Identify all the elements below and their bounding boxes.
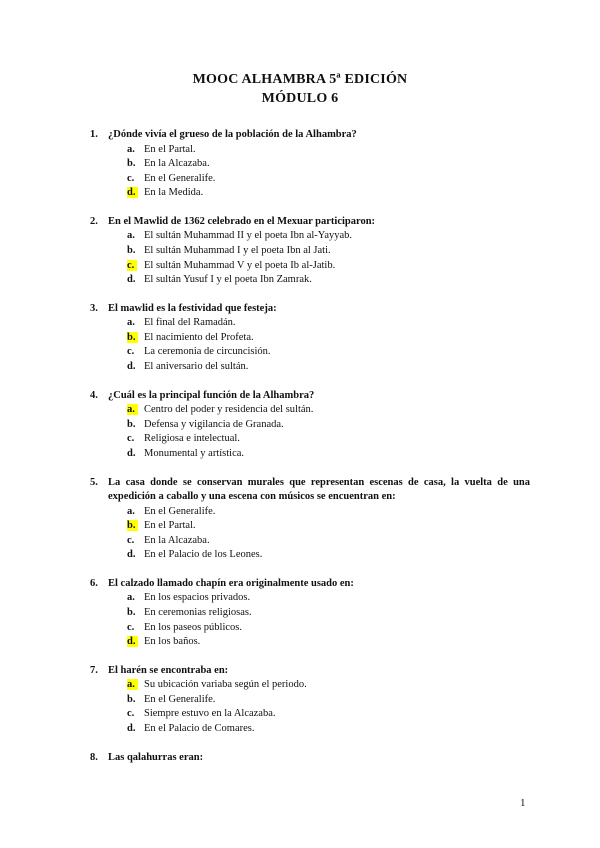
question-number: 7.: [90, 664, 98, 676]
option-letter: d.: [127, 549, 136, 561]
question-header: [90, 751, 530, 766]
answer-option: [90, 621, 530, 636]
answer-option: [90, 229, 530, 244]
question-list: [90, 128, 530, 779]
question-item: [90, 389, 530, 462]
answer-option: [90, 273, 530, 288]
answer-option: [90, 519, 530, 534]
highlighted-answer-text: Su ubicación variaba según el periodo.: [144, 679, 307, 691]
question-text: El calzado llamado chapín era originalmente usado en:: [108, 577, 354, 589]
answer-option: [90, 432, 530, 447]
option-text: En los espacios privados.: [144, 592, 251, 604]
option-text: En el Palacio de Comares.: [144, 723, 255, 735]
option-letter: d.: [127, 361, 136, 373]
highlighted-answer-text: El sultán Muhammad V y el poeta Ib al-Jatib.: [144, 259, 336, 271]
option-letter: d.: [127, 636, 138, 647]
option-letter-cell: [127, 229, 144, 244]
answer-option: [90, 548, 530, 563]
answer-option: [90, 143, 530, 158]
option-letter: d.: [127, 274, 136, 286]
option-letter: d.: [127, 187, 138, 198]
option-letter-cell: [127, 172, 144, 187]
option-letter-cell: [127, 447, 144, 462]
question-number: 2.: [90, 215, 98, 227]
option-letter-cell: [127, 418, 144, 433]
option-letter-cell: [127, 722, 144, 737]
question-number: 4.: [90, 389, 98, 401]
option-letter-cell: [127, 331, 144, 346]
option-letter-cell: [127, 519, 144, 534]
option-letter-cell: [127, 360, 144, 375]
option-letter: a.: [127, 404, 138, 415]
question-header: [90, 664, 530, 679]
question-item: [90, 215, 530, 288]
option-letter-cell: [127, 534, 144, 549]
question-text: ¿Dónde vivía el grueso de la población de la Alhambra?: [108, 129, 357, 140]
answer-option: [90, 722, 530, 737]
answer-option: [90, 316, 530, 331]
option-letter-cell: [127, 157, 144, 172]
answer-option: [90, 418, 530, 433]
highlighted-answer-text: En los baños.: [144, 636, 201, 648]
option-letter-cell: [127, 606, 144, 621]
option-text: En ceremonias religiosas.: [144, 606, 252, 618]
option-letter: c.: [127, 260, 137, 271]
answer-option: [90, 505, 530, 520]
option-text: El final del Ramadán.: [144, 317, 236, 329]
option-letter: b.: [127, 520, 138, 531]
option-text: En el Generalife.: [144, 172, 216, 184]
option-text: En la Alcazaba.: [144, 534, 210, 546]
document-subtitle: MÓDULO 6: [261, 91, 339, 106]
highlighted-answer-text: En el Partal.: [144, 520, 196, 532]
answer-option: [90, 606, 530, 621]
option-text: En el Partal.: [144, 143, 196, 155]
option-text: Siempre estuvo en la Alcazaba.: [144, 708, 276, 720]
option-letter: a.: [127, 317, 135, 329]
question-number: 1.: [90, 129, 98, 140]
question-number: 5.: [90, 476, 98, 488]
option-text: Monumental y artística.: [144, 447, 245, 459]
option-letter-cell: [127, 678, 144, 693]
option-letter: a.: [127, 143, 135, 155]
option-letter: c.: [127, 172, 135, 184]
option-letter: c.: [127, 433, 135, 445]
question-item: [90, 302, 530, 375]
answer-option: [90, 534, 530, 549]
option-letter-cell: [127, 548, 144, 563]
option-text: En el Generalife.: [144, 505, 216, 517]
highlighted-answer-text: En la Medida.: [144, 187, 204, 199]
question-number: 3.: [90, 302, 98, 314]
question-item: [90, 476, 530, 563]
highlighted-answer-text: Centro del poder y residencia del sultán.: [144, 404, 314, 416]
option-letter-cell: [127, 693, 144, 708]
option-letter-cell: [127, 621, 144, 636]
question-header: [90, 215, 530, 230]
answer-option: [90, 635, 530, 650]
option-letter-cell: [127, 345, 144, 360]
answer-option: [90, 172, 530, 187]
option-text: Religiosa e intelectual.: [144, 433, 240, 445]
option-text: En el Generalife.: [144, 693, 216, 705]
option-letter: d.: [127, 723, 136, 735]
answer-option: [90, 157, 530, 172]
option-letter: c.: [127, 534, 135, 546]
option-letter-cell: [127, 186, 144, 201]
option-letter: b.: [127, 606, 136, 618]
option-letter: b.: [127, 332, 138, 343]
option-letter: b.: [127, 693, 136, 705]
option-text: En el Palacio de los Leones.: [144, 549, 263, 561]
answer-option: [90, 707, 530, 722]
option-text: El aniversario del sultán.: [144, 361, 249, 373]
question-number: 6.: [90, 577, 98, 589]
option-letter: b.: [127, 158, 136, 170]
option-letter: c.: [127, 708, 135, 720]
answer-option: [90, 447, 530, 462]
question-header: [90, 476, 530, 505]
answer-option: [90, 244, 530, 259]
option-text: En la Alcazaba.: [144, 158, 210, 170]
answer-option: [90, 259, 530, 274]
question-item: [90, 664, 530, 737]
highlighted-answer-text: El nacimiento del Profeta.: [144, 331, 254, 343]
option-text: Defensa y vigilancia de Granada.: [144, 418, 284, 430]
question-item: [90, 577, 530, 650]
answer-option: [90, 678, 530, 693]
option-letter-cell: [127, 707, 144, 722]
question-text: El mawlid es la festividad que festeja:: [108, 302, 277, 314]
question-text: Las qalahurras eran:: [108, 751, 204, 763]
answer-option: [90, 186, 530, 201]
option-letter: b.: [127, 418, 136, 430]
option-letter-cell: [127, 273, 144, 288]
question-header: [90, 128, 530, 143]
option-letter: d.: [127, 447, 136, 459]
answer-option: [90, 591, 530, 606]
option-letter-cell: [127, 143, 144, 158]
question-text: El harén se encontraba en:: [108, 664, 229, 676]
option-letter: a.: [127, 505, 135, 517]
page-number: 1: [520, 797, 526, 809]
option-letter: c.: [127, 346, 135, 358]
option-letter-cell: [127, 635, 144, 650]
question-header: [90, 577, 530, 592]
option-letter-cell: [127, 403, 144, 418]
question-item: [90, 751, 530, 766]
option-text: La ceremonia de circuncisión.: [144, 346, 271, 358]
question-text: La casa donde se conservan murales que representan escenas de casa, la vuelta de una expedición a caballo y una escena con músicos se encuentran en:: [108, 476, 530, 502]
option-letter: c.: [127, 621, 135, 633]
option-letter-cell: [127, 505, 144, 520]
question-header: [90, 302, 530, 317]
option-letter-cell: [127, 244, 144, 259]
question-number: 8.: [90, 751, 98, 763]
answer-option: [90, 403, 530, 418]
option-letter: a.: [127, 230, 135, 242]
option-letter: a.: [127, 592, 135, 604]
option-text: El sultán Muhammad II y el poeta Ibn al-Yayyab.: [144, 230, 353, 242]
option-letter: b.: [127, 244, 136, 256]
option-text: El sultán Muhammad I y el poeta Ibn al Jati.: [144, 244, 331, 256]
question-item: [90, 128, 530, 201]
option-letter-cell: [127, 316, 144, 331]
question-header: [90, 389, 530, 404]
option-letter-cell: [127, 259, 144, 274]
question-text: ¿Cuál es la principal función de la Alhambra?: [108, 389, 315, 401]
answer-option: [90, 331, 530, 346]
option-letter-cell: [127, 432, 144, 447]
option-text: El sultán Yusuf I y el poeta Ibn Zamrak.: [144, 274, 312, 286]
answer-option: [90, 360, 530, 375]
option-text: En los paseos públicos.: [144, 621, 242, 633]
option-letter-cell: [127, 591, 144, 606]
document-title: MOOC ALHAMBRA 5ª EDICIÓN: [192, 72, 408, 87]
answer-option: [90, 693, 530, 708]
answer-option: [90, 345, 530, 360]
option-letter: a.: [127, 679, 138, 690]
question-text: En el Mawlid de 1362 celebrado en el Mexuar participaron:: [108, 215, 376, 227]
